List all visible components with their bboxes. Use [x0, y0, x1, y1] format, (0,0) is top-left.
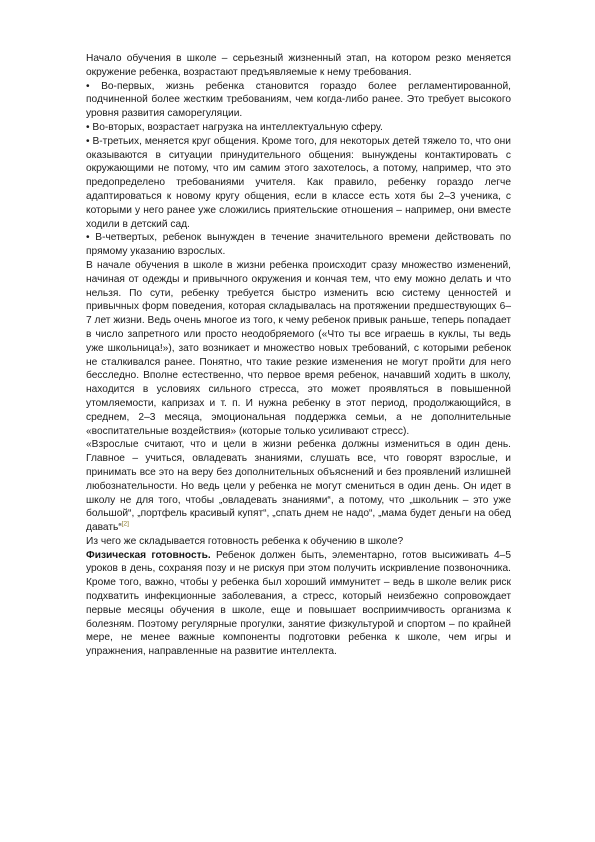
adults-quote-paragraph — [86, 438, 511, 535]
fourth-point-paragraph: • В-четвертых, ребенок вынужден в течение значительного времени действовать по прямому указанию взрослых. — [86, 232, 511, 258]
adults-quote-text: «Взрослые считают, что и цели в жизни ребенка должны измениться в один день. Главное – учиться, овладевать знаниями, слушать все, что говорят взрослые, и принимать все это на веру без дополнительных объяснений и без проявлений излишней любознательности. Но ведь цели у ребенка не могут смениться в один день. Он идет в школу не для того, чтобы „овладевать знаниями“, а потому, что „школьник – это уже большой“, „портфель красивый купят“, „спать днем не надо“, „мама будет деньги на обед давать“ — [86, 439, 511, 534]
physical-readiness-text: Ребенок должен быть, элементарно, готов высиживать 4–5 уроков в день, сохраняя позу и не рискуя при этом получить искривление позвоночника. Кроме того, важно, чтобы у ребенка был хороший иммунитет – ведь в школе велик риск подхватить инфекционные заболевания, а стресс, который неизбежно сопровождает первые месяцы обучения в школе, еще и повышает восприимчивость организма к болезням. Поэтому регулярные прогулки, занятие физкультурой и спортом – по крайней мере, не менее важные компоненты подготовки ребенка к школе, чем игры и упражнения, направленные на развитие интеллекта. — [86, 549, 511, 658]
readiness-question: Из чего же складывается готовность ребенка к обучению в школе? — [86, 535, 404, 547]
second-point-paragraph: • Во-вторых, возрастает нагрузка на интеллектуальную сферу. — [86, 121, 383, 133]
intro-paragraph: Начало обучения в школе – серьезный жизненный этап, на котором резко меняется окружение ребенка, возрастают предъявляемые к нему требования. — [86, 53, 511, 78]
footnote-reference[interactable]: [2] — [121, 520, 129, 528]
school-changes-paragraph: В начале обучения в школе в жизни ребенка происходит сразу множество изменений, начиная от одежды и привычного окружения и кончая тем, что ему можно делать и что нельзя. По сути, ребенку требуется быстро изменить всю систему ценностей и привычных форм поведения, которая складывалась на протяжении предшествующих 6–7 лет жизни. Ведь очень многое из того, к чему ребенок привык раньше, теперь попадает в число запретного или просто неодобряемого («Что ты все играешь в куклы, ты ведь уже школьница!»), зато возникает и множество новых требований, с которыми ребенок не сталкивался ранее. Понятно, что такие резкие изменения не могут пройти для него бесследно. Вполне естественно, что первое время ребенок, начавший ходить в школу, находится в условиях сильного стресса, это может проявляться в повышенной утомляемости, капризах и т. п. И нужна ребенку в этот период, продолжающийся, в среднем, 2–3 месяца, эмоциональная поддержка семьи, а не дополнительные «воспитательные воздействия» (которые только усиливают стресс). — [86, 259, 511, 437]
physical-readiness-heading: Физическая готовность. — [86, 549, 211, 561]
document-body — [86, 52, 511, 659]
physical-readiness-paragraph — [86, 549, 511, 659]
third-point-paragraph: • В-третьих, меняется круг общения. Кроме того, для некоторых детей тяжело то, что они оказываются в ситуации принудительного общения: вынуждены контактировать с окружающими не потому, что им самим этого захотелось, а потому, например, что это предопределено требованиями учителя. Как правило, ребенку гораздо легче адаптироваться к новому кругу общения, если в классе есть хотя бы 2–3 ученика, с которыми у него ранее уже сложились приятельские отношения – например, они вместе ходили в детский сад. — [86, 135, 511, 230]
first-point-paragraph: • Во-первых, жизнь ребенка становится гораздо более регламентированной, подчиненной более жестким требованиям, чем когда-либо ранее. Это требует высокого уровня развития саморегуляции. — [86, 80, 511, 120]
